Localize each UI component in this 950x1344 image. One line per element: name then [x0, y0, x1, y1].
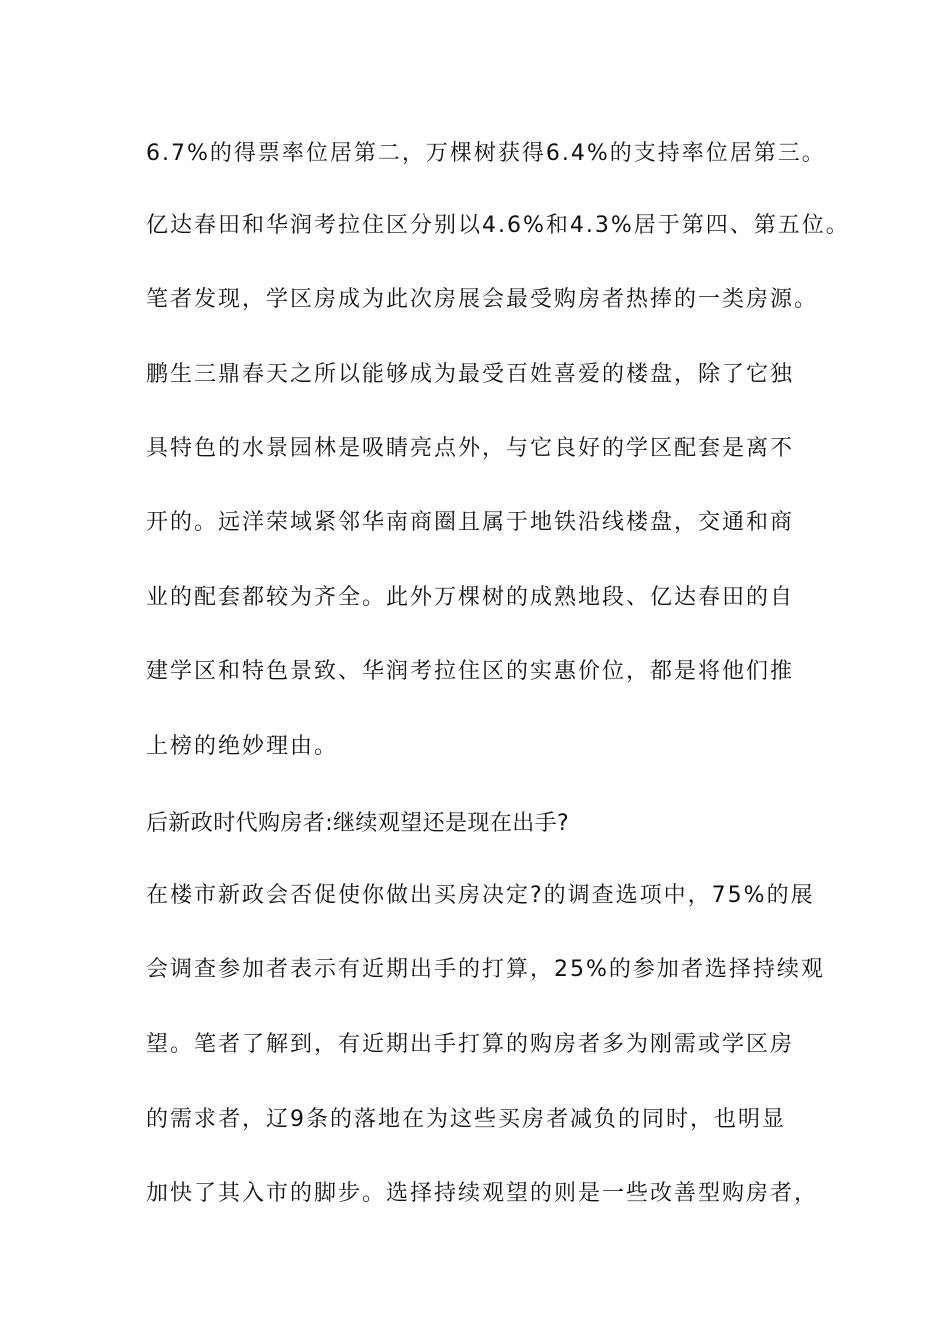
paragraph-line: 在楼市新政会否促使你做出买房决定?的调查选项中，75%的展	[146, 883, 815, 908]
paragraph-line: 会调查参加者表示有近期出手的打算，25%的参加者选择持续观	[146, 957, 825, 982]
paragraph-line: 亿达春田和华润考拉住区分别以4.6%和4.3%居于第四、第五位。	[146, 213, 850, 238]
paragraph-line: 望。笔者了解到，有近期出手打算的购房者多为刚需或学区房	[146, 1032, 795, 1057]
paragraph-line: 业的配套都较为齐全。此外万棵树的成熟地段、亿达春田的自	[146, 585, 795, 610]
paragraph-line: 6.7%的得票率位居第二，万棵树获得6.4%的支持率位居第三。	[146, 141, 826, 166]
paragraph-line: 建学区和特色景致、华润考拉住区的实惠价位，都是将他们推	[146, 659, 795, 684]
paragraph-line: 笔者发现，学区房成为此次房展会最受购房者热捧的一类房源。	[146, 287, 819, 312]
paragraph-line: 上榜的绝妙理由。	[146, 734, 339, 759]
paragraph-line: 加快了其入市的脚步。选择持续观望的则是一些改善型购房者，	[146, 1181, 819, 1206]
paragraph-line: 鹏生三鼎春天之所以能够成为最受百姓喜爱的楼盘，除了它独	[146, 362, 795, 387]
paragraph-line: 的需求者，辽9条的落地在为这些买房者减负的同时，也明显	[146, 1107, 786, 1132]
paragraph-line: 开的。远洋荣域紧邻华南商圈且属于地铁沿线楼盘，交通和商	[146, 510, 795, 535]
section-heading: 后新政时代购房者:继续观望还是现在出手?	[146, 811, 570, 836]
paragraph-line: 具特色的水景园林是吸睛亮点外，与它良好的学区配套是离不	[146, 436, 795, 461]
